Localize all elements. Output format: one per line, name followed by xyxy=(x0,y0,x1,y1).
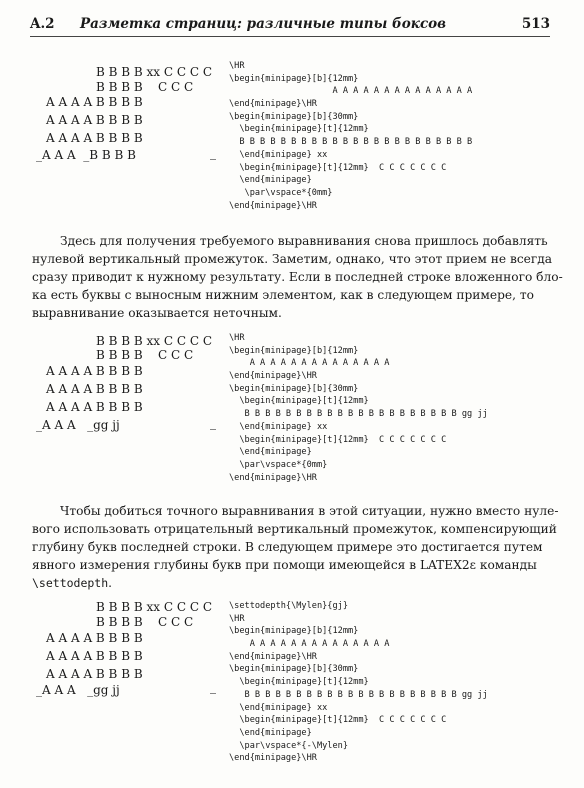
demo-line: A A A A B B B B xyxy=(46,382,143,396)
demo-line: A A A A B B B B xyxy=(46,95,143,109)
paragraph-line: Чтобы добиться точного выравнивания в этой ситуации, нужно вместо нуле- xyxy=(60,504,559,518)
code-line: \begin{minipage}[b]{30mm} xyxy=(229,383,359,394)
code-line: \begin{minipage}[t]{12mm} C C C C C C C xyxy=(229,162,447,173)
running-header xyxy=(30,14,550,37)
paragraph-line: явного измерения глубины букв при помощи имеющейся в LATEX2ε команды xyxy=(32,558,537,572)
code-line: \end{minipage}\HR xyxy=(229,753,317,764)
section-title: Разметка страниц: различные типы боксов xyxy=(80,16,447,32)
code-line: \begin{minipage}[b]{12mm} xyxy=(229,626,359,637)
code-line: \begin{minipage}[t]{12mm} C C C C C C C xyxy=(229,434,447,445)
code-line: \end{minipage} xx xyxy=(229,149,328,160)
example-1-code xyxy=(229,60,559,212)
code-line: B B B B B B B B B B B B B B B B B B B B B B B xyxy=(229,137,473,148)
code-line: \end{minipage}\HR xyxy=(229,371,317,382)
demo-line: A A A A B B B B xyxy=(46,649,143,663)
demo-line: A A A A B B B B xyxy=(46,113,143,127)
paragraph-line: вого использовать отрицательный вертикальный промежуток, компенсирующий xyxy=(32,522,557,536)
code-line: \end{minipage} xx xyxy=(229,702,328,713)
paragraph-line xyxy=(32,574,538,592)
paragraph-line: глубину букв последней строки. В следующем примере это достигается путем xyxy=(32,540,543,554)
code-line: \begin{minipage}[b]{12mm} xyxy=(229,345,359,356)
demo-line: A A A A B B B B xyxy=(46,400,143,414)
code-line: A A A A A A A A A A A A A A xyxy=(229,358,390,369)
code-line: \begin{minipage}[t]{12mm} xyxy=(229,396,369,407)
example-2-code xyxy=(229,332,559,484)
section-number: A.2 xyxy=(30,16,55,32)
paragraph-line: сразу приводит к нужному результату. Если в последней строке вложенного бло- xyxy=(32,270,563,284)
code-line: \end{minipage} xyxy=(229,727,312,738)
code-line: \HR xyxy=(229,61,245,71)
code-line: \begin{minipage}[t]{12mm} xyxy=(229,124,369,135)
code-line: \begin{minipage}[b]{12mm} xyxy=(229,73,359,84)
code-line: \HR xyxy=(229,333,245,343)
demo-line: B B B B xx C C C C xyxy=(96,65,213,79)
code-line: \par\vspace*{-\Mylen} xyxy=(229,740,348,751)
demo-line: _A A A _gg jj xyxy=(36,418,120,432)
code-line: \end{minipage}\HR xyxy=(229,99,317,110)
code-line: \end{minipage} xx xyxy=(229,421,328,432)
code-line: B B B B B B B B B B B B B B B B B B B B B gg jj xyxy=(229,409,488,420)
paragraph-2 xyxy=(32,502,559,592)
paragraph-line: ка есть буквы с выносным нижним элементом, как в следующем примере, то xyxy=(32,288,534,302)
example-3-code xyxy=(229,600,559,765)
code-line: \par\vspace*{0mm} xyxy=(229,459,328,470)
sentence-end: . xyxy=(108,576,113,590)
demo-line: B B B B C C C xyxy=(96,348,194,362)
demo-line: B B B B xx C C C C xyxy=(96,334,213,348)
demo-line: A A A A B B B B xyxy=(46,631,143,645)
demo-line: B B B B C C C xyxy=(96,615,194,629)
demo-line: B B B B C C C xyxy=(96,80,194,94)
code-line: A A A A A A A A A A A A A A xyxy=(229,639,390,650)
code-line: \begin{minipage}[t]{12mm} C C C C C C C xyxy=(229,715,447,726)
code-line: \begin{minipage}[b]{30mm} xyxy=(229,111,359,122)
demo-line: A A A A B B B B xyxy=(46,364,143,378)
demo-line: _A A A _B B B B xyxy=(36,148,136,162)
demo-line: B B B B xx C C C C xyxy=(96,600,213,614)
code-line: \end{minipage} xyxy=(229,447,312,458)
code-line: B B B B B B B B B B B B B B B B B B B B B gg jj xyxy=(229,689,488,700)
code-line: \begin{minipage}[t]{12mm} xyxy=(229,677,369,688)
code-line: \begin{minipage}[b]{30mm} xyxy=(229,664,359,675)
baseline-marker: _ xyxy=(210,146,216,160)
demo-line: A A A A B B B B xyxy=(46,667,143,681)
inline-command: \settodepth xyxy=(32,576,109,590)
code-line: \par\vspace*{0mm} xyxy=(229,187,333,198)
code-line: \settodepth{\Mylen}{gj} xyxy=(229,601,348,611)
code-line: \end{minipage}\HR xyxy=(229,200,317,211)
demo-line: A A A A B B B B xyxy=(46,131,143,145)
baseline-marker: _ xyxy=(210,680,216,694)
paragraph-line: Здесь для получения требуемого выравнивания снова пришлось добавлять xyxy=(60,234,548,248)
paragraph-1 xyxy=(32,232,563,322)
baseline-marker: _ xyxy=(210,416,216,430)
code-line: \end{minipage}\HR xyxy=(229,472,317,483)
code-line: A A A A A A A A A A A A A A xyxy=(229,86,473,97)
code-line: \end{minipage} xyxy=(229,175,312,186)
page-number: 513 xyxy=(521,16,550,32)
paragraph-line: нулевой вертикальный промежуток. Заметим, однако, что этот прием не всегда xyxy=(32,252,553,266)
paragraph-line: выравнивание оказывается неточным. xyxy=(32,306,282,320)
code-line: \HR xyxy=(229,613,245,624)
demo-line: _A A A _gg jj xyxy=(36,683,120,697)
code-line: \end{minipage}\HR xyxy=(229,651,317,662)
